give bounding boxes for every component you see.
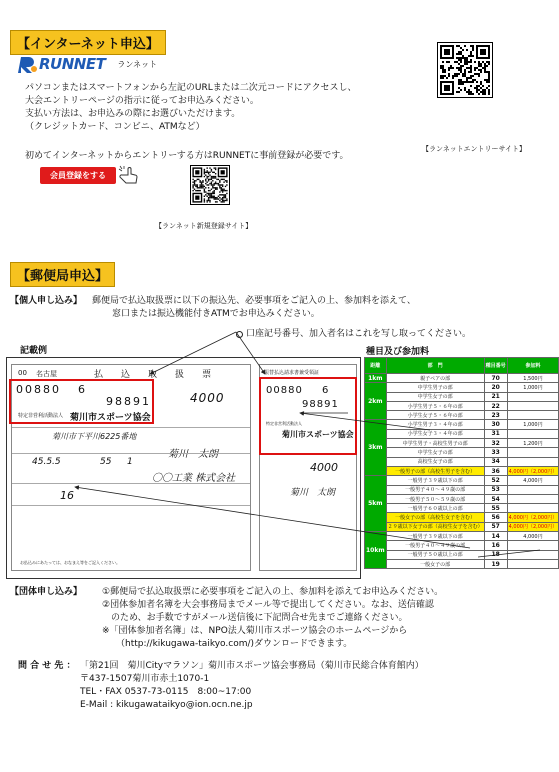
internet-line-3: 支払い方法は、お申込みの際にお選びいただけます。 — [25, 109, 241, 119]
category-fee: 4,000円 — [507, 532, 559, 541]
runnet-logo-text: RUNNET — [39, 55, 106, 73]
category-division: 一般男子３９歳以下の部 — [386, 532, 484, 541]
category-division: 一般男子６０歳以上の部 — [386, 504, 484, 513]
category-number: 55 — [484, 504, 507, 513]
receipt-header: 振替払込請求書兼受領証 — [264, 370, 320, 376]
category-division: 中学生女子の部 — [386, 392, 484, 401]
receipt-account-c: 98891 — [302, 399, 339, 410]
category-number: 31 — [484, 429, 507, 438]
group-description — [102, 586, 443, 651]
form-name: 菊川 太朗 — [168, 449, 218, 460]
category-division: 一般男子の部（高校生男子を含む） — [386, 466, 484, 475]
group-line-5: （http://kikugawa-taikyo.com/)ダウンロードできます。 — [116, 639, 353, 649]
category-division: 一般女子の部 — [386, 559, 484, 568]
form-age: 55 — [100, 457, 112, 467]
form-title-char: 払 — [94, 370, 104, 380]
category-number: 34 — [484, 457, 507, 466]
internet-line-4: （クレジットカード、コンビニ、ATMなど） — [25, 122, 205, 132]
category-division: 中学生男子の部 — [386, 383, 484, 392]
contact-label: 問 合 せ 先 ： — [18, 661, 76, 671]
group-line-3: のため、お手数ですがメール送信後に下記問合せ先までご連絡ください。 — [102, 613, 408, 623]
internet-line-2: 大会エントリーページの指示に従ってお申込みください。 — [25, 96, 259, 106]
category-number: 18 — [484, 550, 507, 559]
category-division: ２９歳以下女子の部（高校生女子を含む） — [386, 522, 484, 531]
receipt-payee-small: 特定非営利活動法人 — [266, 421, 302, 426]
form-title-char: 票 — [202, 370, 212, 380]
category-number: 19 — [484, 559, 507, 568]
category-division: 一般男子４０～４９歳の部 — [386, 485, 484, 494]
form-account-c: 98891 — [106, 395, 151, 408]
contact-line-3: TEL・FAX 0537-73-0115 8:00~17:00 — [80, 687, 252, 697]
form-header-code: 00 — [18, 369, 27, 377]
form-header-name: 名古屋 — [36, 370, 57, 378]
category-division: 中学生女子の部 — [386, 448, 484, 457]
category-number: 56 — [484, 513, 507, 522]
receipt-name: 菊川 太朗 — [290, 488, 336, 498]
category-division: 小学生女子３・４年の部 — [386, 429, 484, 438]
category-number: 36 — [484, 466, 507, 475]
contact-line-1: 「第21回 菊川Cityマラソン」菊川市スポーツ協会事務局（菊川市民総合体育館内） — [80, 661, 424, 671]
group-label: 【団体申し込み】 — [10, 587, 83, 597]
category-number: 54 — [484, 494, 507, 503]
receipt-payee: 菊川市スポーツ協会 — [282, 430, 354, 439]
category-header: 種目番号 — [484, 358, 507, 374]
category-number: 53 — [484, 485, 507, 494]
form-code: 16 — [60, 489, 74, 502]
category-number: 23 — [484, 411, 507, 420]
form-title-char: 取 — [148, 370, 158, 380]
category-number: 22 — [484, 401, 507, 410]
form-amount: 4000 — [190, 391, 225, 405]
category-number: 57 — [484, 522, 507, 531]
category-distance: 3km — [365, 420, 387, 476]
form-payee: 菊川市スポーツ協会 — [70, 413, 151, 423]
category-division: 一般男子４０～４９歳の部 — [386, 541, 484, 550]
internet-heading: 【インターネット申込】 — [10, 30, 166, 55]
form-title-char: 扱 — [175, 370, 185, 380]
form-footer-note: お払込みにあたっては、おなまえ等をご記入ください。 — [20, 560, 120, 565]
group-line-4: ※「団体参加者名簿」は、NPO法人菊川市スポーツ協会のホームページから — [102, 626, 408, 636]
category-division: 親子ペアの部 — [386, 374, 484, 383]
form-account-b: 6 — [78, 383, 85, 396]
form-address: 菊川市下平川6225番地 — [52, 432, 137, 441]
category-number: 52 — [484, 476, 507, 485]
category-division: 一般男子５０～５９歳の部 — [386, 494, 484, 503]
category-division: 小学生男子５・６年の部 — [386, 401, 484, 410]
runnet-entry-qr-caption: 【ランネットエントリーサイト】 — [422, 145, 527, 153]
category-header: 距離 — [365, 358, 387, 374]
category-header: 参加料 — [507, 358, 559, 374]
receipt-amount: 4000 — [310, 461, 338, 474]
contact-line-2: 〒437-1507菊川市赤土1070-1 — [80, 674, 210, 684]
category-header: 部 門 — [386, 358, 484, 374]
form-birth: 45.5.5 — [32, 457, 61, 467]
individual-label: 【個人申し込み】 — [10, 296, 83, 306]
category-label: 種目及び参加料 — [366, 347, 430, 357]
category-number: 14 — [484, 532, 507, 541]
category-fee: 1,000円 — [507, 383, 559, 392]
category-number: 20 — [484, 383, 507, 392]
category-division: 一般男子５０歳以上の部 — [386, 550, 484, 559]
category-number: 21 — [484, 392, 507, 401]
category-division: 小学生男子３・４年の部 — [386, 420, 484, 429]
category-division: 一般男子３９歳以下の部 — [386, 476, 484, 485]
example-label: 記載例 — [20, 346, 48, 356]
category-fee: 1,200円 — [507, 439, 559, 448]
category-division: 中学生男子・高校生男子の部 — [386, 439, 484, 448]
form-payee-small: 特定非営利活動法人 — [18, 413, 64, 419]
category-distance: 5km — [365, 476, 387, 532]
receipt-account-b: 6 — [322, 385, 329, 396]
category-fee: 4,000円（2,000円） — [507, 513, 559, 522]
individual-line-1: 郵便局で払込取扱票に以下の振込先、必要事項をご記入の上、参加料を添えて、 — [92, 296, 416, 306]
runnet-logo-ruby: ランネット — [117, 59, 158, 69]
copy-note-text: 口座記号番号、加入者名はこれを写し取ってください。 — [246, 329, 472, 339]
form-title-char: 込 — [121, 370, 131, 380]
post-heading: 【郵便局申込】 — [10, 262, 115, 287]
receipt-account-a: 00880 — [266, 385, 303, 396]
individual-line-2: 窓口または振込機能付きATMでお申込みください。 — [112, 309, 320, 319]
contact-details — [80, 660, 424, 712]
category-distance: 2km — [365, 383, 387, 420]
category-number: 32 — [484, 439, 507, 448]
category-fee: 4,000円（2,000円） — [507, 522, 559, 531]
category-fee: 4,000円（2,000円） — [507, 466, 559, 475]
form-sex: 1 — [127, 457, 133, 467]
internet-line-1: パソコンまたはスマートフォンから左記のURLまたは二次元コードにアクセスし、 — [25, 83, 357, 93]
category-distance: 10km — [365, 532, 387, 569]
form-account-a: 00880 — [16, 383, 61, 396]
category-fee: 1,500円 — [507, 374, 559, 383]
category-division: 高校生女子の部 — [386, 457, 484, 466]
category-number: 30 — [484, 420, 507, 429]
category-division: 小学生女子５・６年の部 — [386, 411, 484, 420]
form-team: 〇〇工業 株式会社 — [152, 473, 236, 484]
category-fee: 1,000円 — [507, 420, 559, 429]
category-number: 70 — [484, 374, 507, 383]
category-number: 16 — [484, 541, 507, 550]
runnet-register-qr-caption: 【ランネット新規登録サイト】 — [155, 222, 253, 230]
category-distance: 1km — [365, 374, 387, 383]
register-note: 初めてインターネットからエントリーする方はRUNNETに事前登録が必要です。 — [25, 151, 349, 161]
category-fee: 4,000円 — [507, 476, 559, 485]
group-line-1: ①郵便局で払込取扱票に必要事項をご記入の上、参加料を添えてお申込みください。 — [102, 587, 444, 597]
category-division: 一般女子の部（高校生女子を含む） — [386, 513, 484, 522]
category-number: 33 — [484, 448, 507, 457]
contact-line-4[interactable]: E-Mail : kikugawataikyo@ion.ocn.ne.jp — [80, 700, 253, 710]
group-line-2: ②団体参加者名簿を大会事務局までメール等で提出してください。なお、送信確認 — [102, 600, 434, 610]
register-button[interactable]: 会員登録をする — [40, 167, 116, 184]
